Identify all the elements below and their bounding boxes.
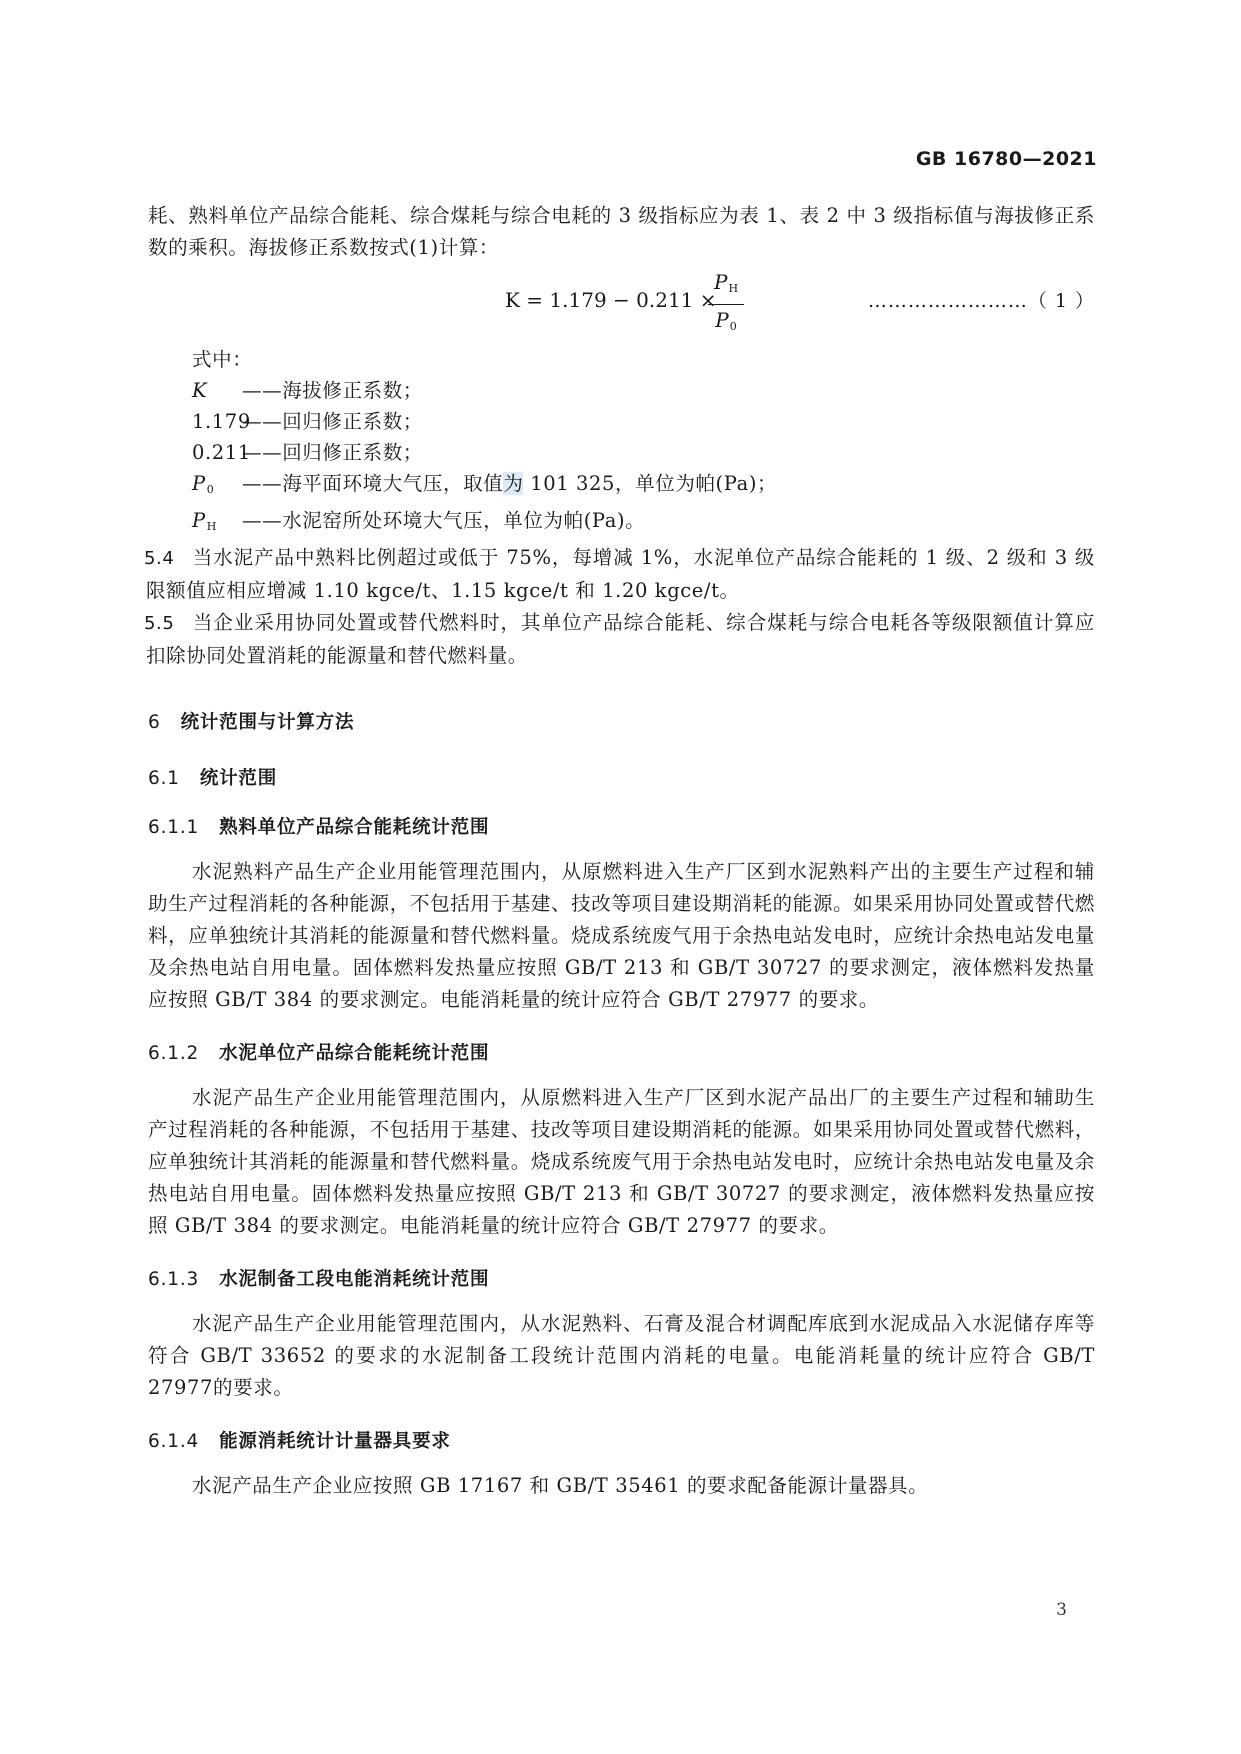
definition-symbol: $P_H$ [192, 509, 217, 533]
clause-heading-title: 水泥单位产品综合能耗统计范围 [219, 1043, 490, 1064]
subsection-number: 6.1 [148, 768, 180, 789]
clause-body: 水泥产品生产企业用能管理范围内，从原燃料进入生产厂区到水泥产品出厂的主要生产过程和辅助生产过程消耗的各种能源，不包括用于基建、技改等项目建设期消耗的能源。如果采用协同处置或替代燃料，应单独统计其消耗的能源量和替代燃料量。烧成系统废气用于余热电站发电时，应统计余热电站发电量及余热电站自用电量。固体燃料发热量应按照 GB/T 213 和 GB/T 30727 的要求测定，液体燃料发热量应按照 GB/T 384 的要求测定。电能消耗量的统计应符合 GB/T 27977 的要求。 [148, 1086, 1095, 1237]
intro-paragraph: 耗、熟料单位产品综合能耗、综合煤耗与综合电耗的 3 级指标应为表 1、表 2 中 3 级指标值与海拔修正系数的乘积。海拔修正系数按式(1)计算： [148, 204, 1095, 259]
clause-heading [148, 1427, 1095, 1453]
clause-body: 水泥熟料产品生产企业用能管理范围内，从原燃料进入生产厂区到水泥熟料产出的主要生产过程和辅助生产过程消耗的各种能源，不包括用于基建、技改等项目建设期消耗的能源。如果采用协同处置或替代燃料，应单独统计其消耗的能源量和替代燃料量。烧成系统废气用于余热电站发电时，应统计余热电站发电量及余热电站自用电量。固体燃料发热量应按照 GB/T 213 和 GB/T 30727 的要求测定，液体燃料发热量应按照 GB/T 384 的要求测定。电能消耗量的统计应符合 GB/T 27977 的要求。 [148, 860, 1095, 1011]
clause-body: 水泥产品生产企业用能管理范围内，从水泥熟料、石膏及混合材调配库底到水泥成品入水泥储存库等符合 GB/T 33652 的要求的水泥制备工段统计范围内消耗的电量。电能消耗量的统计应符合 GB/T 27977的要求。 [148, 1312, 1095, 1399]
section-title: 统计范围与计算方法 [180, 712, 355, 733]
clause-heading-title: 水泥制备工段电能消耗统计范围 [219, 1269, 490, 1290]
clause-heading-number: 6.1.2 [148, 1043, 200, 1064]
definition-row [192, 406, 1095, 437]
clause-heading-number: 6.1.3 [148, 1269, 200, 1290]
formula-lhs: K = 1.179 − 0.211 × [505, 288, 717, 312]
definition-row [192, 375, 1095, 406]
definition-symbol: 0.211 [192, 441, 251, 464]
clause-number: 5.4 [144, 548, 175, 569]
clause-text: 当水泥产品中熟料比例超过或低于 75%，每增减 1%，水泥单位产品综合能耗的 1 级、2 级和 3 级限额值应相应增减 1.10 kgce/t、1.15 kgce/t 和 1.20 kgce/t。 [146, 546, 1095, 602]
definition-text: ——海平面环境大气压，取值为 101 325，单位为帕(Pa)； [242, 472, 778, 495]
standard-code: GB 16780—2021 [915, 148, 1097, 170]
subsection-heading [148, 764, 1095, 790]
clause-heading [148, 1265, 1095, 1291]
definition-row [192, 468, 1095, 505]
definition-text: ——回归修正系数； [242, 441, 423, 464]
clause-heading [148, 1039, 1095, 1065]
subsection-title: 统计范围 [199, 768, 278, 789]
definition-text: ——回归修正系数； [242, 410, 423, 433]
definition-text: ——海拔修正系数； [242, 379, 423, 402]
clause-5-5 [146, 607, 1095, 672]
page-number: 3 [1056, 1600, 1067, 1620]
highlighted-text: 为 [503, 472, 524, 495]
clause-heading-title: 能源消耗统计计量器具要求 [219, 1431, 451, 1452]
clause-5-4 [146, 542, 1095, 607]
definition-row [192, 505, 1095, 542]
clause-heading-number: 6.1.4 [148, 1431, 200, 1452]
fraction-denominator: $P_0$ [715, 308, 737, 333]
equation-number: ……………………（ 1 ） [867, 290, 1095, 312]
definition-symbol: 1.179 [192, 410, 251, 433]
formula-1 [148, 268, 1095, 338]
section-heading [148, 708, 1095, 734]
clause-heading-number: 6.1.1 [148, 817, 200, 838]
clause-text: 当企业采用协同处置或替代燃料时，其单位产品综合能耗、综合煤耗与综合电耗各等级限额值计算应扣除协同处置消耗的能源量和替代燃料量。 [146, 611, 1095, 667]
clause-heading [148, 813, 1095, 839]
formula-definitions [192, 344, 1095, 542]
definitions-intro: 式中： [192, 348, 253, 371]
clause-number: 5.5 [144, 613, 175, 634]
definition-symbol: K [192, 379, 208, 402]
clause-body: 水泥产品生产企业应按照 GB 17167 和 GB/T 35461 的要求配备能源计量器具。 [192, 1474, 929, 1497]
definition-symbol: $P_0$ [192, 472, 215, 496]
fraction-bar [708, 304, 744, 305]
section-number: 6 [148, 712, 161, 733]
definition-text: ——水泥窑所处环境大气压，单位为帕(Pa)。 [242, 509, 646, 532]
formula-fraction [708, 268, 744, 341]
clause-heading-title: 熟料单位产品综合能耗统计范围 [219, 817, 490, 838]
definition-row [192, 437, 1095, 468]
page-content [144, 200, 1095, 1502]
fraction-numerator: $P_H$ [713, 270, 739, 295]
